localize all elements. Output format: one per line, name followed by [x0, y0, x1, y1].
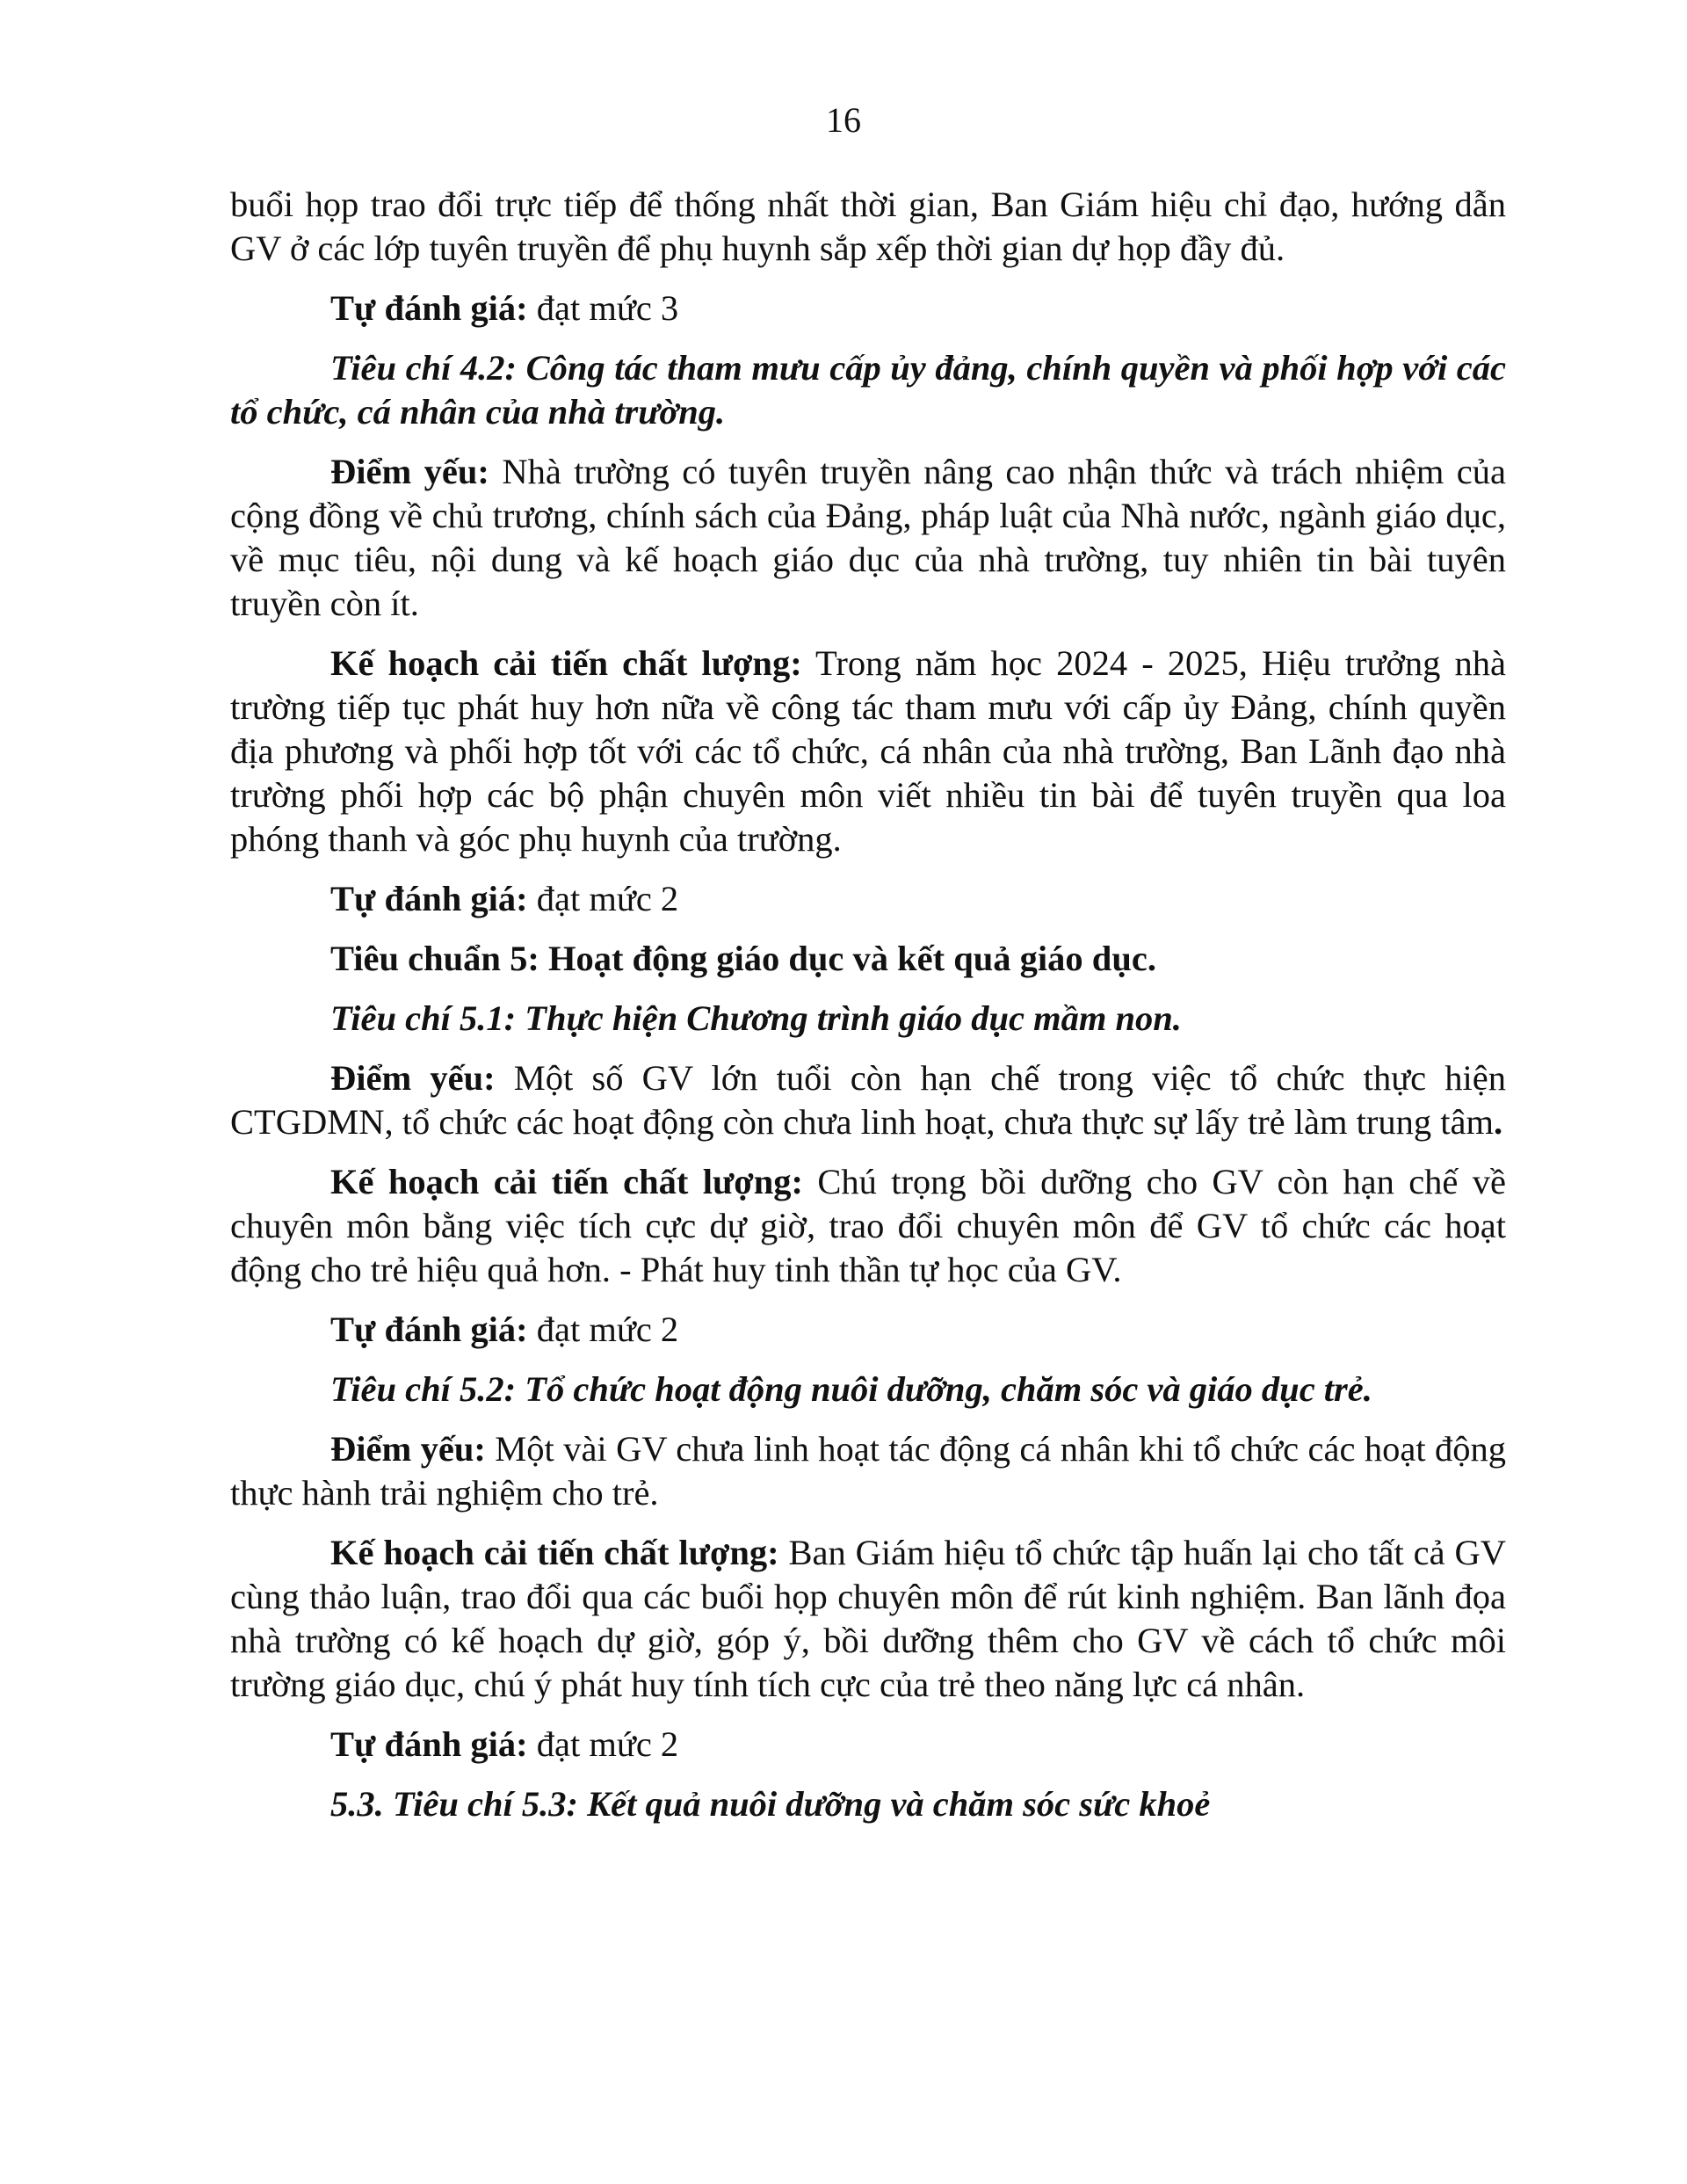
- self-assessment-5-2: [230, 1723, 1506, 1767]
- self-assessment-value: đạt mức 2: [527, 879, 679, 918]
- improvement-plan-4-2: [230, 642, 1506, 861]
- weakness-label: Điểm yếu:: [330, 452, 489, 491]
- weakness-text: Một vài GV chưa linh hoạt tác động cá nhân khi tổ chức các hoạt động thực hành trải nghiệm cho trẻ.: [230, 1429, 1506, 1513]
- improvement-plan-label: Kế hoạch cải tiến chất lượng:: [330, 1162, 803, 1201]
- weakness-5-1: [230, 1056, 1506, 1144]
- criterion-5-3-heading: 5.3. Tiêu chí 5.3: Kết quả nuôi dưỡng và chăm sóc sức khoẻ: [330, 1784, 1211, 1824]
- self-assessment-4-1: [230, 287, 1506, 330]
- weakness-label: Điểm yếu:: [330, 1058, 496, 1098]
- weakness-4-2: [230, 450, 1506, 626]
- self-assessment-label: Tự đánh giá:: [330, 879, 528, 918]
- weakness-label: Điểm yếu:: [330, 1429, 486, 1469]
- self-assessment-value: đạt mức 2: [527, 1724, 679, 1764]
- improvement-plan-label: Kế hoạch cải tiến chất lượng:: [330, 643, 802, 683]
- document-body: [230, 183, 1506, 1842]
- improvement-plan-5-1: [230, 1160, 1506, 1292]
- criterion-5-2-heading: Tiêu chí 5.2: Tổ chức hoạt động nuôi dưỡng, chăm sóc và giáo dục trẻ.: [330, 1369, 1372, 1409]
- improvement-plan-text: Ban Giám hiệu tổ chức tập huấn lại cho tất cả GV cùng thảo luận, trao đổi qua các buổi họp chuyên môn để rút kinh nghiệm. Ban lãnh đọa nhà trường có kế hoạch dự giờ, góp ý, bồi dưỡng thêm cho GV về cách tổ chức môi trường giáo dục, chú ý phát huy tính tích cực của trẻ theo năng lực cá nhân.: [230, 1533, 1507, 1704]
- improvement-plan-text: Chú trọng bồi dưỡng cho GV còn hạn chế về chuyên môn bằng việc tích cực dự giờ, trao đổi chuyên môn để GV tổ chức các hoạt động cho trẻ hiệu quả hơn. - Phát huy tinh thần tự học của GV.: [230, 1162, 1506, 1289]
- page-number: 16: [826, 100, 861, 140]
- self-assessment-label: Tự đánh giá:: [330, 1310, 528, 1349]
- paragraph-continuation: buổi họp trao đổi trực tiếp để thống nhất thời gian, Ban Giám hiệu chỉ đạo, hướng dẫn GV ở các lớp tuyên truyền để phụ huynh sắp xếp thời gian dự họp đầy đủ.: [230, 185, 1506, 268]
- weakness-tail: .: [1494, 1102, 1503, 1142]
- standard-5-heading: Tiêu chuẩn 5: Hoạt động giáo dục và kết quả giáo dục.: [330, 939, 1156, 978]
- criterion-5-1-heading: Tiêu chí 5.1: Thực hiện Chương trình giáo dục mầm non.: [330, 998, 1182, 1038]
- improvement-plan-label: Kế hoạch cải tiến chất lượng:: [330, 1533, 779, 1572]
- weakness-text: Nhà trường có tuyên truyền nâng cao nhận thức và trách nhiệm của cộng đồng về chủ trương, chính sách của Đảng, pháp luật của Nhà nước, ngành giáo dục, về mục tiêu, nội dung và kế hoạch giáo dục của nhà trường, tuy nhiên tin bài tuyên truyền còn ít.: [230, 452, 1506, 623]
- weakness-text: Một số GV lớn tuổi còn hạn chế trong việc tổ chức thực hiện CTGDMN, tổ chức các hoạt động còn chưa linh hoạt, chưa thực sự lấy trẻ làm trung tâm: [230, 1058, 1507, 1142]
- self-assessment-4-2: [230, 877, 1506, 921]
- self-assessment-label: Tự đánh giá:: [330, 288, 528, 328]
- criterion-4-2-heading: Tiêu chí 4.2: Công tác tham mưu cấp ủy đảng, chính quyền và phối hợp với các tổ chức, cá nhân của nhà trường.: [230, 348, 1506, 432]
- self-assessment-label: Tự đánh giá:: [330, 1724, 528, 1764]
- self-assessment-value: đạt mức 3: [527, 288, 679, 328]
- self-assessment-5-1: [230, 1308, 1506, 1352]
- self-assessment-value: đạt mức 2: [527, 1310, 679, 1349]
- weakness-5-2: [230, 1427, 1506, 1515]
- improvement-plan-5-2: [230, 1531, 1506, 1707]
- improvement-plan-text: Trong năm học 2024 - 2025, Hiệu trưởng nhà trường tiếp tục phát huy hơn nữa về công tác tham mưu với cấp ủy Đảng, chính quyền địa phương và phối hợp tốt với các tổ chức, cá nhân của nhà trường, Ban Lãnh đạo nhà trường phối hợp các bộ phận chuyên môn viết nhiều tin bài để tuyên truyền qua loa phóng thanh và góc phụ huynh của trường.: [230, 643, 1506, 859]
